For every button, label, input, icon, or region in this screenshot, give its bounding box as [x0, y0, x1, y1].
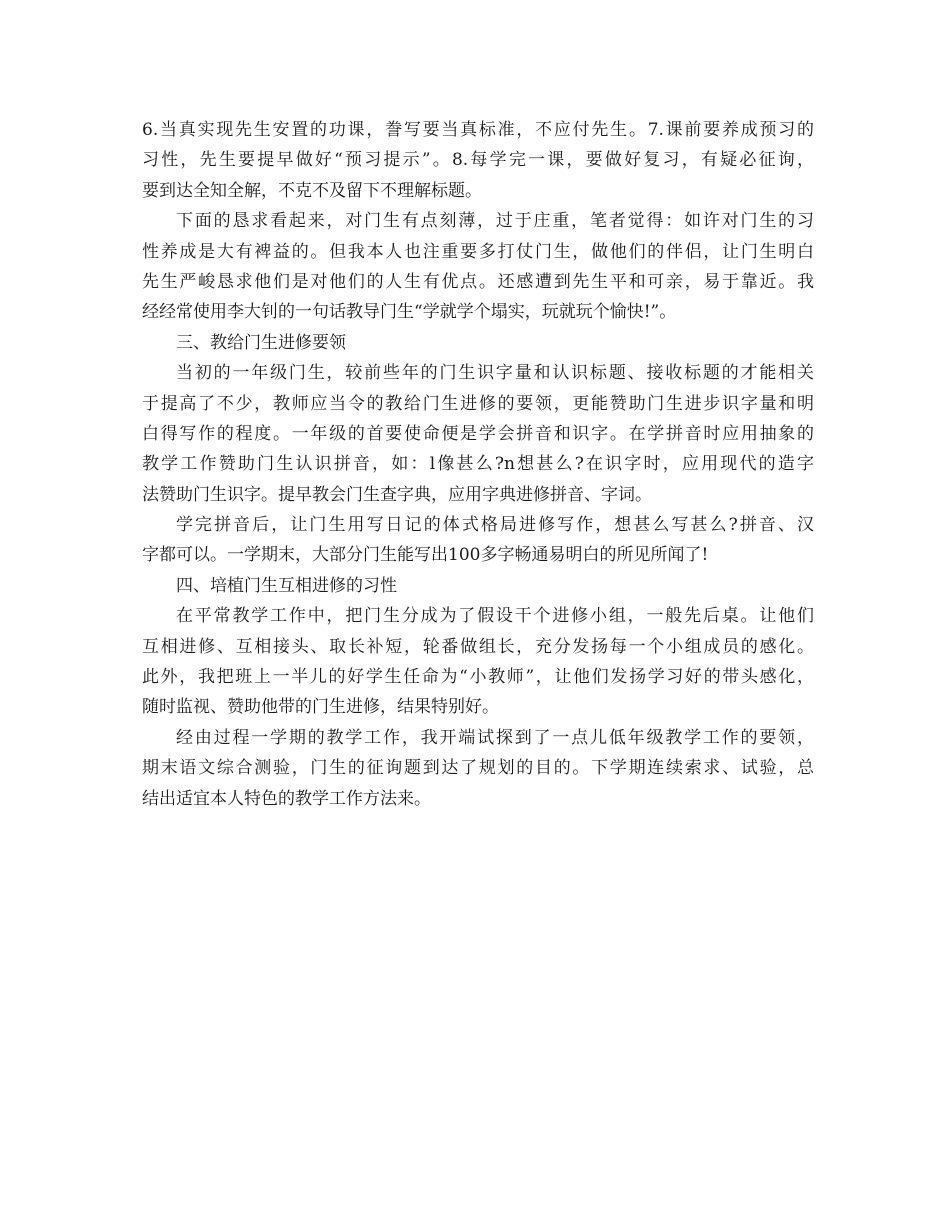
- text-line: 6.当真实现先生安置的功课，誊写要当真标准，不应付先生。7.课前要养成预习的: [142, 120, 814, 140]
- text-line: 习性，先生要提早做好“预习提示”。8.每学完一课，要做好复习，有疑必征询，: [142, 150, 814, 171]
- text-line: 期末语文综合测验，门生的征询题到达了规划的目的。下学期连续索求、试验，总: [142, 758, 814, 779]
- section-heading: 四、培植门生互相进修的习性: [176, 575, 397, 596]
- text-line: 于提高了不少，教师应当令的教给门生进修的要领，更能赞助门生进步识字量和明: [142, 393, 814, 414]
- section-heading: 三、教给门生进修要领: [176, 332, 346, 353]
- text-line: 字都可以。一学期末，大部分门生能写出100多字畅通易明白的所见所闻了!: [142, 545, 709, 566]
- text-line: 随时监视、赞助他带的门生进修，结果特别好。: [142, 697, 499, 718]
- text-line: 结出适宜本人特色的教学工作方法来。: [142, 788, 431, 809]
- text-line: 性养成是大有裨益的。但我本人也注重要多打仗门生，做他们的伴侣，让门生明白: [142, 241, 814, 262]
- text-line: 法赞助门生识字。提早教会门生查字典，应用字典进修拼音、字词。: [142, 484, 652, 505]
- text-line: 在平常教学工作中，把门生分成为了假设干个进修小组，一般先后桌。让他们: [176, 606, 814, 627]
- text-line: 教学工作赞助门生认识拼音，如：l像甚么?n想甚么?在识字时，应用现代的造字: [142, 454, 814, 475]
- text-line: 此外，我把班上一半儿的好学生任命为“小教师”，让他们发扬学习好的带头感化，: [142, 667, 814, 688]
- document-body: [142, 115, 814, 814]
- text-line: 学完拼音后，让门生用写日记的体式格局进修写作，想甚么写甚么?拼音、汉: [176, 515, 814, 536]
- text-line: 要到达全知全解，不克不及留下不理解标题。: [142, 180, 482, 201]
- text-line: 白得写作的程度。一年级的首要使命便是学会拼音和识字。在学拼音时应用抽象的: [142, 423, 814, 444]
- text-line: 下面的恳求看起来，对门生有点刻薄，过于庄重，笔者觉得：如许对门生的习: [176, 211, 814, 232]
- text-line: 经由过程一学期的教学工作，我开端试探到了一点儿低年级教学工作的要领，: [176, 727, 814, 748]
- text-line: 互相进修、互相接头、取长补短，轮番做组长，充分发扬每一个小组成员的感化。: [142, 636, 814, 657]
- text-line: 先生严峻恳求他们是对他们的人生有优点。还感遭到先生平和可亲，易于靠近。我: [142, 271, 814, 292]
- text-line: 经经常使用李大钊的一句话教导门生“学就学个塌实，玩就玩个愉快!”。: [142, 302, 677, 323]
- text-line: 当初的一年级门生，较前些年的门生识字量和认识标题、接收标题的才能相关: [176, 363, 814, 384]
